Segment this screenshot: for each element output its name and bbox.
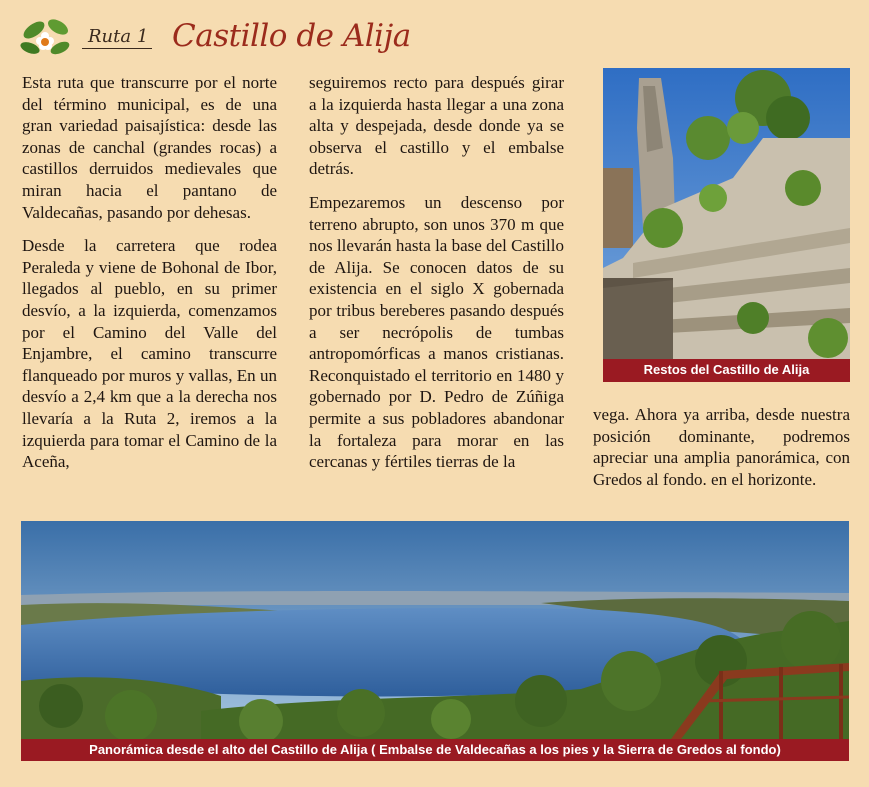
paragraph-intro: Esta ruta que transcurre por el norte del término municipal, es de una gran variedad paisajística: desde las zonas de canchal (grandes rocas) a castillos derruidos medievales que miran hacia el pantano de Valdecañas, pasando por dehesas. [22, 73, 277, 222]
text-column-1 [22, 72, 277, 485]
panorama-image [21, 521, 849, 739]
castle-photo-caption: Restos del Castillo de Alija [603, 359, 850, 382]
text-column-3 [593, 404, 850, 502]
route-label: Ruta 1 [82, 26, 152, 49]
page-header [20, 10, 620, 58]
paragraph-history: Empezaremos un descenso por terreno abrupto, son unos 370 m que nos llevarán hasta la base del Castillo de Alija. Se conocen datos de su existencia en el siglo X gobernada por tribus bereberes pasando después a ser necrópolis de tumbas antropomórficas a manos cristianas. Reconquistado el territorio en 1480 y gobernado por D. Pedro de Zúñiga permite a sus pobladores abandonar la fortaleza para morar en las cercanas y fértiles tierras de la [309, 192, 564, 472]
paragraph-continue: seguiremos recto para después girar a la izquierda hasta llegar a una zona alta y despejada, desde donde ya se observa el castillo y el embalse detrás. [309, 73, 564, 179]
castle-ruins-photo [603, 68, 850, 360]
page-title: Castillo de Alija [172, 18, 411, 54]
paragraph-directions: Desde la carretera que rodea Peraleda y viene de Bohonal de Ibor, llegados al pueblo, en su primer desvío, a la izquierda, comenzamos por el Camino del Valle del Enjambre, el camino transcurre flanqueado por muros y vallas, En un desvío a 2,4 km que a la derecha nos llevaría a la Ruta 2, iremos a la izquierda para tomar el Camino de la Aceña, [22, 236, 277, 472]
text-column-2 [309, 72, 564, 485]
panorama-photo-caption: Panorámica desde el alto del Castillo de Alija ( Embalse de Valdecañas a los pies y la Sierra de Gredos al fondo) [21, 739, 849, 761]
flower-logo-icon [20, 14, 70, 62]
paragraph-view: vega. Ahora ya arriba, desde nuestra posición dominante, podremos apreciar una amplia panorámica, con Gredos al fondo. en el horizonte. [593, 405, 850, 489]
castle-ruins-image [603, 68, 850, 360]
panorama-photo [21, 521, 849, 739]
